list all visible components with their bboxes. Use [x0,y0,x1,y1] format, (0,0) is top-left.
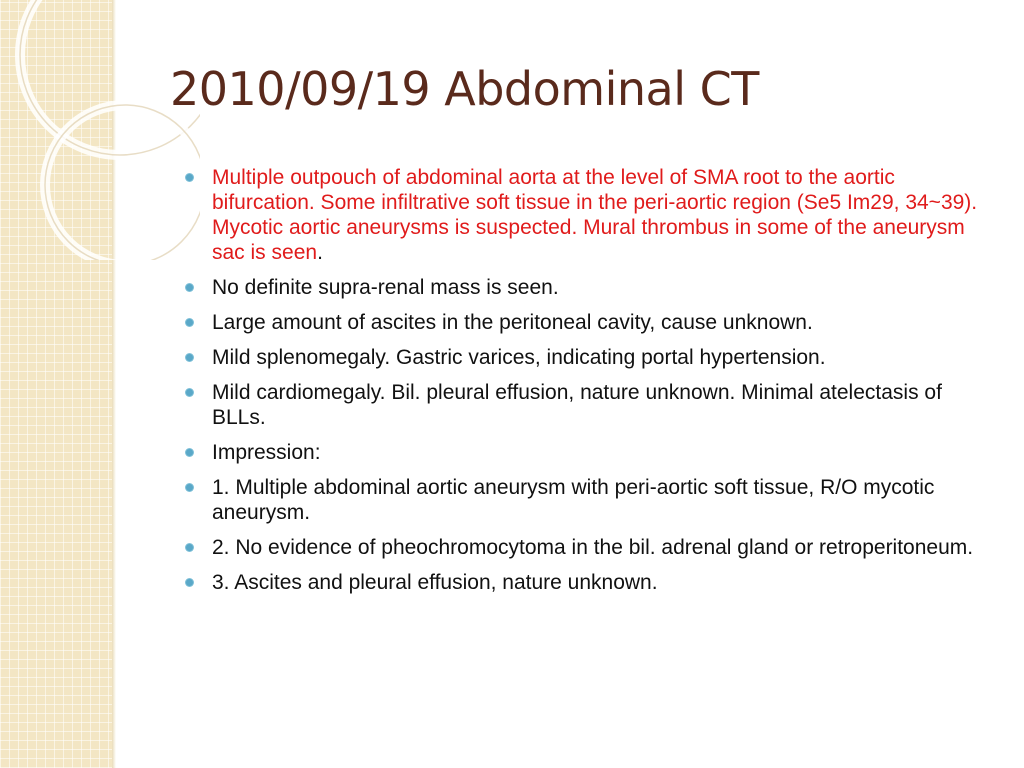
bullet-item [184,440,984,465]
bullet-text: Impression: [212,441,321,464]
bullet-item [184,535,984,560]
bullet-item [184,310,984,335]
bullet-dot-icon [186,484,193,491]
bullet-text: Large amount of ascites in the peritoneal cavity, cause unknown. [212,311,813,334]
bullet-dot-icon [186,449,193,456]
bullet-text-highlighted: Multiple outpouch of abdominal aorta at the level of SMA root to the aortic bifurcation. Some infiltrative soft tissue in the peri-aortic region (Se5 Im29, 34~39). Mycotic aortic aneurysms is suspected. Mural thrombus in some of the aneurysm sac is seen [212,166,978,264]
bullet-item [184,380,984,430]
bullet-list [184,165,984,605]
bullet-text: 2. No evidence of pheochromocytoma in the bil. adrenal gland or retroperitoneum. [212,536,974,559]
bullet-dot-icon [186,319,193,326]
bullet-item [184,165,984,265]
bullet-text-suffix: . [317,241,323,264]
bullet-text: Mild cardiomegaly. Bil. pleural effusion, nature unknown. Minimal atelectasis of BLLs. [212,381,942,429]
bullet-dot-icon [186,354,193,361]
bullet-dot-icon [186,284,193,291]
bullet-dot-icon [186,579,193,586]
bullet-item [184,275,984,300]
bullet-item [184,475,984,525]
bullet-text: 1. Multiple abdominal aortic aneurysm with peri-aortic soft tissue, R/O mycotic aneurysm. [212,476,935,524]
bullet-text: Mild splenomegaly. Gastric varices, indicating portal hypertension. [212,346,826,369]
bullet-item [184,570,984,595]
bullet-item [184,345,984,370]
bullet-dot-icon [186,389,193,396]
bullet-dot-icon [186,174,193,181]
bullet-dot-icon [186,544,193,551]
bullet-text: 3. Ascites and pleural effusion, nature unknown. [212,571,658,594]
slide-title: 2010/09/19 Abdominal CT [170,62,759,116]
bullet-text: No definite supra-renal mass is seen. [212,276,559,299]
decor-circles-icon [0,0,200,260]
